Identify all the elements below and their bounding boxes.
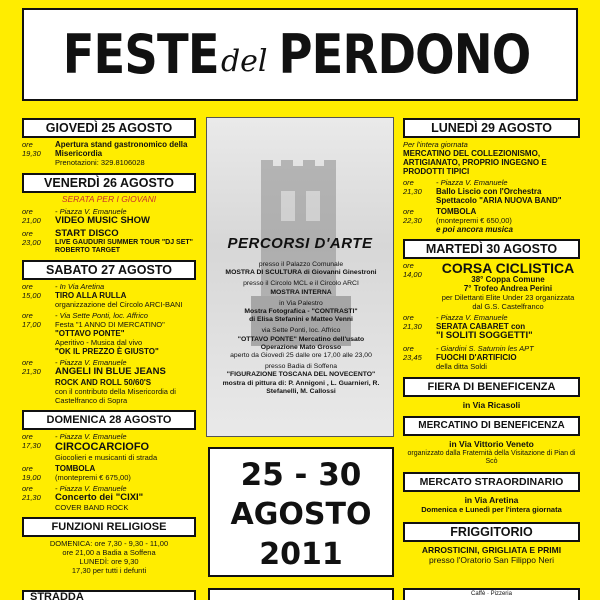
- bottom-left-header: STRADDA: [22, 590, 196, 600]
- venue-show: MOSTRA DI SCULTURA di Giovanni Ginestroni: [225, 269, 377, 277]
- event-item: [403, 313, 580, 342]
- funzioni-line: 17,30 per tutti i defunti: [71, 566, 147, 575]
- art-title: PERCORSI D'ARTE: [227, 235, 373, 252]
- venue-show: "FIGURAZIONE TOSCANA DEL NOVECENTO": [226, 371, 376, 379]
- venue-place: presso il Circolo MCL e il Circolo ARCI: [243, 280, 359, 288]
- event-item: [403, 261, 580, 311]
- event-line: Festa "1 ANNO DI MERCATINO": [55, 320, 165, 329]
- venue-show: Mostra Fotografica - "CONTRASTI": [244, 308, 358, 316]
- funzioni-line: ore 21,00 a Badia a Soffena: [62, 548, 156, 557]
- event-item: [22, 311, 196, 356]
- event-note: COVER BAND ROCK: [55, 503, 129, 512]
- event-item: [403, 207, 580, 234]
- event-item: [403, 178, 580, 205]
- funzioni-line: DOMENICA: ore 7,30 - 9,30 - 11,00: [49, 539, 169, 548]
- event-location: - Piazza V. Emanuele: [55, 431, 127, 441]
- event-note: per Dilettanti Elite Under 23 organizzata dal G.S. Castelfranco: [441, 293, 575, 311]
- event-note: (montepremi € 650,00): [436, 216, 512, 225]
- event-title: FUOCHI D'ARTIFICIO: [436, 352, 517, 362]
- section-text: Domenica e Lunedì per l'intera giornata: [421, 505, 562, 514]
- date-month: AGOSTO: [230, 497, 372, 532]
- venue-note: di Elisa Stefanini e Matteo Venni: [249, 316, 353, 324]
- date-year: 2011: [259, 537, 343, 572]
- event-note: della ditta Soldi: [436, 361, 487, 371]
- event-time: ore 19,30: [22, 140, 41, 158]
- event-time: ore 17,30: [22, 431, 41, 450]
- bottom-right-box: Caffè · Pizzeria: [403, 588, 580, 600]
- section-note: organizzato dalla Fraternità della Visitazione di Pian di Scò: [407, 449, 576, 465]
- title-banner: [22, 8, 578, 101]
- event-location: - Via Sette Ponti, loc. Affrico: [55, 311, 148, 320]
- venue-place: presso il Palazzo Comunale: [258, 261, 344, 268]
- day-header-martedi: MARTEDÌ 30 AGOSTO: [403, 239, 580, 259]
- event-title: Apertura stand gastronomico della Misericordia: [55, 140, 188, 158]
- section-header-straordinario: MERCATO STRAORDINARIO: [403, 472, 580, 492]
- left-column: [22, 118, 196, 575]
- event-time: ore 23,45: [403, 343, 422, 362]
- event-note: Giocolieri e musicanti di strada: [55, 452, 158, 462]
- event-title: MERCATINO DEL COLLEZIONISMO, ARTIGIANATO, PROPRIO INGEGNO E PRODOTTI TIPICI: [403, 149, 547, 176]
- event-location: - In Via Aretina: [55, 282, 105, 291]
- event-time: ore 21,30: [403, 178, 422, 196]
- section-text: in Via Ricasoli: [462, 399, 521, 410]
- event-title: Ballo Liscio con l'Orchestra Spettacolo "ARIA NUOVA BAND": [436, 187, 562, 205]
- venue-place: presso Badia di Soffena: [264, 363, 338, 371]
- event-item: [22, 484, 196, 513]
- art-venue-list: [213, 261, 389, 396]
- event-time: ore 21,30: [403, 313, 422, 331]
- event-note: LIVE GAUDURI SUMMER TOUR "DJ SET" ROBERTO TARGET: [55, 239, 193, 254]
- event-note: (montepremi € 675,00): [55, 472, 131, 482]
- venue-note: aperto da Giovedì 25 dalle ore 17,00 alle 23,00: [230, 352, 372, 360]
- event-time: ore 21,30: [22, 358, 41, 376]
- event-title: START DISCO: [55, 227, 119, 239]
- venue-show: Operazione Mato Grosso: [260, 343, 342, 351]
- event-line: 7° Trofeo Andrea Perini: [463, 284, 553, 293]
- art-photo-card: [206, 117, 394, 437]
- event-item: [22, 432, 196, 462]
- day-header-venerdi: VENERDÌ 26 AGOSTO: [22, 173, 196, 193]
- event-time: ore 22,30: [403, 207, 422, 225]
- venue-note: mostra di pittura di: P. Annigoni , L. Guarnieri, R. Stefanelli, M. Callossi: [222, 379, 380, 395]
- section-header-funzioni: FUNZIONI RELIGIOSE: [22, 517, 196, 537]
- event-location: - Piazza V. Emanuele: [436, 178, 508, 187]
- event-item: [22, 229, 196, 256]
- bottom-center-box: [208, 588, 394, 600]
- section-text: in Via Vittorio Veneto: [449, 439, 534, 449]
- event-line: Aperitivo - Musica dal vivo: [55, 338, 143, 347]
- section-header-friggitorio: FRIGGITORIO: [403, 522, 580, 542]
- event-title: Concerto dei "CIXI": [55, 491, 144, 503]
- event-title: CORSA CICLISTICA: [441, 260, 575, 276]
- event-time: ore 23,00: [22, 228, 41, 247]
- right-column: [403, 118, 580, 566]
- event-title: TOMBOLA: [436, 207, 477, 216]
- title-feste: FESTE: [62, 23, 219, 86]
- event-title: ROCK AND ROLL 50/60'S: [55, 377, 152, 387]
- event-note: con il contributo della Misericordia di Castelfranco di Sopra: [55, 386, 176, 405]
- event-time: ore 17,00: [22, 311, 41, 329]
- venue-place: via Sette Ponti, loc. Affrico: [261, 327, 341, 335]
- day-subtitle: SERATA PER I GIOVANI: [61, 194, 157, 204]
- event-title: "I SOLITI SOGGETTI": [436, 330, 533, 341]
- event-location: - Piazza V. Emanuele: [55, 358, 127, 367]
- event-line: 38° Coppa Comune: [471, 275, 545, 284]
- date-box: [208, 447, 394, 577]
- event-title: ANGELI IN BLUE JEANS: [55, 366, 166, 377]
- event-title: TOMBOLA: [55, 463, 96, 473]
- event-time: ore 15,00: [22, 282, 41, 300]
- title-perdono: PERDONO: [278, 23, 530, 86]
- event-time: Per l'intera giornata: [403, 140, 468, 149]
- event-time: ore 21,00: [22, 207, 41, 225]
- venue-show: "OTTAVO PONTE" Mercatino dell'usato: [237, 335, 365, 343]
- funzioni-line: LUNEDÌ: ore 9,30: [79, 557, 139, 566]
- event-title: SERATA CABARET con: [436, 322, 526, 331]
- event-time: ore 14,00: [403, 261, 422, 279]
- event-title: "OK IL PREZZO È GIUSTO": [55, 347, 159, 356]
- event-note: e poi ancora musica: [436, 225, 513, 234]
- event-title: TIRO ALLA RULLA: [55, 291, 127, 300]
- section-header-fiera: FIERA DI BENEFICENZA: [403, 377, 580, 397]
- venue-place: in Via Palestro: [279, 299, 323, 307]
- event-item: [22, 282, 196, 309]
- venue-show: MOSTRA INTERNA: [270, 288, 332, 296]
- event-item: [22, 207, 196, 227]
- event-note: organizzazione del Circolo ARCI-BANI: [55, 300, 183, 309]
- date-range: 25 - 30: [240, 457, 362, 493]
- event-item: [22, 140, 196, 167]
- day-header-sabato: SABATO 27 AGOSTO: [22, 260, 196, 280]
- event-location: - Piazza V. Emanuele: [55, 483, 127, 493]
- day-header-domenica: DOMENICA 28 AGOSTO: [22, 410, 196, 430]
- event-title: CIRCOCARCIOFO: [55, 440, 150, 453]
- event-item: [403, 344, 580, 371]
- section-header-mercatino: MERCATINO DI BENEFICENZA: [403, 416, 580, 436]
- day-header-giovedi: GIOVEDÌ 25 AGOSTO: [22, 118, 196, 138]
- title-del: del: [220, 44, 268, 79]
- event-location: - Piazza V. Emanuele: [436, 313, 508, 322]
- event-location: - Piazza V. Emanuele: [55, 207, 127, 216]
- section-text: in Via Aretina: [464, 494, 519, 505]
- event-time: ore 19,00: [22, 463, 41, 482]
- day-header-lunedi: LUNEDÌ 29 AGOSTO: [403, 118, 580, 138]
- event-location: - Giardini S. Saturnin les APT: [436, 343, 534, 353]
- event-note: Prenotazioni: 329.8106028: [55, 158, 145, 167]
- event-time: ore 21,30: [22, 483, 41, 502]
- event-item: [22, 464, 196, 482]
- event-title: VIDEO MUSIC SHOW: [55, 215, 151, 226]
- section-text: ARROSTICINI, GRIGLIATA E PRIMI: [421, 544, 562, 555]
- event-item: [22, 358, 196, 405]
- event-title: "OTTAVO PONTE": [55, 329, 125, 338]
- section-text: presso l'Oratorio San Filippo Neri: [429, 555, 554, 565]
